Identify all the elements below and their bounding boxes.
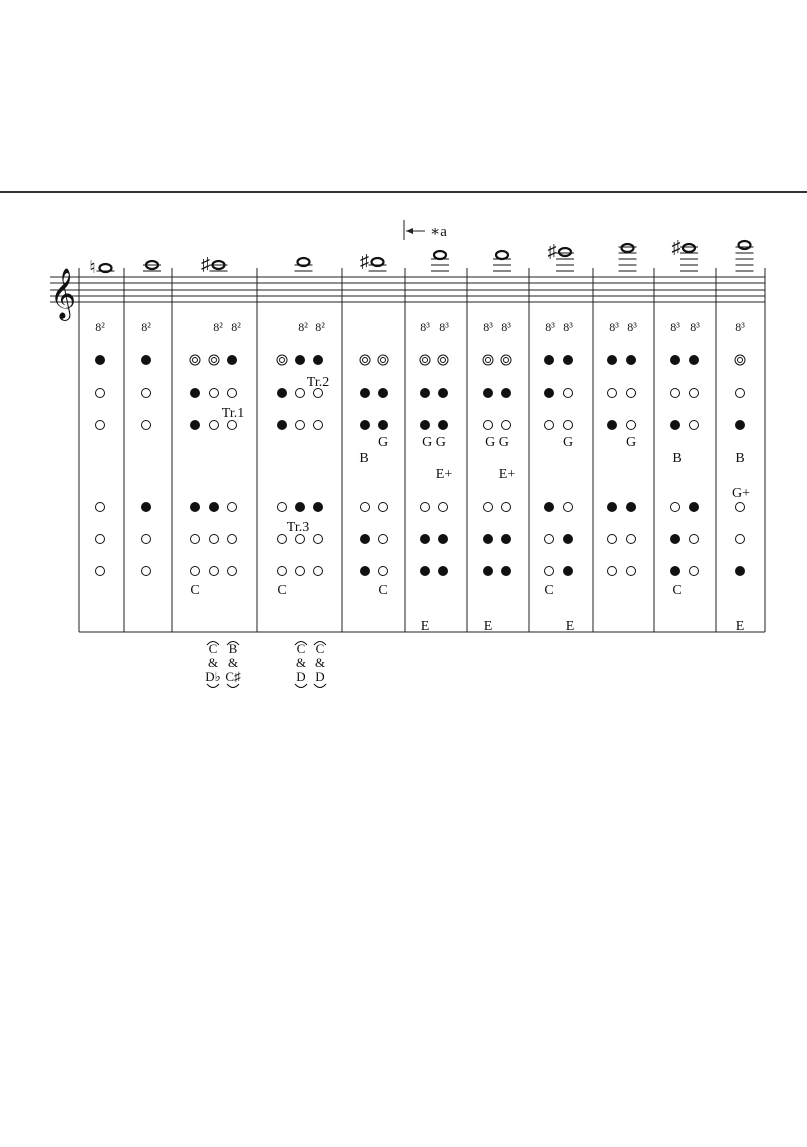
note-head	[434, 251, 446, 259]
closed-key-icon	[544, 502, 554, 512]
fingering-column	[607, 244, 637, 576]
open-key-icon	[545, 421, 554, 430]
closed-key-icon	[190, 388, 200, 398]
half-key-icon	[735, 355, 745, 365]
open-key-icon	[314, 421, 323, 430]
closed-key-icon	[420, 566, 430, 576]
octave-mark: 8³	[501, 320, 511, 334]
key-label-e: E	[483, 619, 493, 634]
closed-key-icon	[563, 534, 573, 544]
alt-key-label: C♯	[225, 669, 241, 684]
key-label-g: G G	[485, 435, 509, 450]
alt-key-label: C	[296, 641, 306, 656]
accidental-icon: ♯	[360, 251, 369, 271]
closed-key-icon	[501, 566, 511, 576]
half-key-icon	[438, 355, 448, 365]
key-label-c: C	[544, 583, 554, 598]
alt-key-label: &	[295, 655, 307, 670]
alt-key-label: &	[314, 655, 326, 670]
closed-key-icon	[378, 420, 388, 430]
octave-mark: 8²	[141, 320, 151, 334]
open-key-icon	[545, 535, 554, 544]
half-key-icon	[277, 355, 287, 365]
half-key-inner	[441, 358, 446, 363]
trill-label: Tr.1	[221, 406, 245, 421]
closed-key-icon	[438, 534, 448, 544]
closed-key-icon	[563, 355, 573, 365]
open-key-icon	[96, 503, 105, 512]
note-head	[496, 251, 508, 259]
open-key-icon	[278, 535, 287, 544]
open-key-icon	[564, 389, 573, 398]
note-head	[559, 248, 571, 256]
alt-key-label: D	[315, 669, 325, 684]
octave-mark: 8³	[545, 320, 555, 334]
marker-a	[404, 220, 447, 240]
open-key-icon	[379, 535, 388, 544]
octave-mark: 8³	[609, 320, 619, 334]
octave-mark: 8²	[95, 320, 105, 334]
half-key-inner	[486, 358, 491, 363]
open-key-icon	[228, 389, 237, 398]
closed-key-icon	[141, 502, 151, 512]
accidental-icon: ♮	[89, 257, 96, 277]
octave-mark: 8³	[735, 320, 745, 334]
open-key-icon	[545, 567, 554, 576]
closed-key-icon	[626, 502, 636, 512]
closed-key-icon	[295, 355, 305, 365]
fingering-column	[360, 258, 388, 576]
closed-key-icon	[483, 388, 493, 398]
key-label-c: C	[190, 583, 200, 598]
closed-key-icon	[277, 420, 287, 430]
open-key-icon	[191, 535, 200, 544]
key-label-g: G G	[422, 435, 446, 450]
closed-key-icon	[313, 355, 323, 365]
closed-key-icon	[227, 355, 237, 365]
closed-key-icon	[689, 502, 699, 512]
open-key-icon	[96, 389, 105, 398]
closed-key-icon	[438, 388, 448, 398]
open-key-icon	[690, 389, 699, 398]
open-key-icon	[228, 421, 237, 430]
open-key-icon	[228, 567, 237, 576]
key-label-g: G	[625, 435, 637, 450]
open-key-icon	[379, 567, 388, 576]
half-key-icon	[420, 355, 430, 365]
closed-key-icon	[438, 420, 448, 430]
closed-key-icon	[670, 566, 680, 576]
half-key-inner	[381, 358, 386, 363]
open-key-icon	[142, 389, 151, 398]
open-key-icon	[142, 421, 151, 430]
half-key-inner	[738, 358, 743, 363]
closed-key-icon	[209, 502, 219, 512]
closed-key-icon	[141, 355, 151, 365]
half-key-icon	[209, 355, 219, 365]
trill-label: Tr.2	[306, 375, 330, 390]
closed-key-icon	[420, 388, 430, 398]
open-key-icon	[608, 567, 617, 576]
open-key-icon	[439, 503, 448, 512]
closed-key-icon	[501, 388, 511, 398]
open-key-icon	[314, 535, 323, 544]
open-key-icon	[142, 567, 151, 576]
half-key-inner	[280, 358, 285, 363]
half-key-icon	[360, 355, 370, 365]
open-key-icon	[96, 421, 105, 430]
open-key-icon	[627, 567, 636, 576]
tie-arc	[295, 684, 307, 688]
closed-key-icon	[544, 355, 554, 365]
alt-key-label: D	[296, 669, 306, 684]
alt-key-label: C	[208, 641, 218, 656]
closed-key-icon	[277, 388, 287, 398]
open-key-icon	[191, 567, 200, 576]
open-key-icon	[296, 567, 305, 576]
alt-key-label: C	[315, 641, 325, 656]
closed-key-icon	[483, 534, 493, 544]
closed-key-icon	[190, 420, 200, 430]
key-label-c: C	[277, 583, 287, 598]
open-key-icon	[564, 503, 573, 512]
note-head	[683, 244, 695, 252]
closed-key-icon	[295, 502, 305, 512]
octave-mark: 8³	[439, 320, 449, 334]
closed-key-icon	[563, 566, 573, 576]
open-key-icon	[502, 503, 511, 512]
closed-key-icon	[420, 420, 430, 430]
octave-mark: 8²	[213, 320, 223, 334]
key-label-c: C	[378, 583, 388, 598]
closed-key-icon	[313, 502, 323, 512]
fingering-column	[95, 264, 115, 576]
alt-key-label: &	[207, 655, 219, 670]
open-key-icon	[96, 567, 105, 576]
closed-key-icon	[420, 534, 430, 544]
open-key-icon	[228, 503, 237, 512]
accidental-icon: ♯	[201, 254, 210, 274]
octave-mark: 8³	[563, 320, 573, 334]
closed-key-icon	[607, 502, 617, 512]
accidental-icon: ♯	[671, 237, 681, 257]
key-label-b: B	[672, 451, 682, 466]
octave-mark: 8³	[670, 320, 680, 334]
key-label-e-plus: E+	[498, 467, 516, 482]
octave-mark: 8³	[420, 320, 430, 334]
octave-mark: 8²	[231, 320, 241, 334]
open-key-icon	[210, 567, 219, 576]
closed-key-icon	[360, 388, 370, 398]
closed-key-icon	[607, 355, 617, 365]
fingering-column	[670, 244, 699, 576]
fingering-column	[735, 241, 754, 576]
closed-key-icon	[360, 420, 370, 430]
open-key-icon	[736, 503, 745, 512]
key-label-g: G	[377, 435, 389, 450]
closed-key-icon	[544, 388, 554, 398]
half-key-inner	[363, 358, 368, 363]
closed-key-icon	[378, 388, 388, 398]
open-key-icon	[96, 535, 105, 544]
closed-key-icon	[95, 355, 105, 365]
marker-a-label: ∗a	[430, 224, 447, 240]
closed-key-icon	[670, 355, 680, 365]
open-key-icon	[564, 421, 573, 430]
key-label-b: B	[359, 451, 369, 466]
closed-key-icon	[626, 355, 636, 365]
closed-key-icon	[501, 534, 511, 544]
closed-key-icon	[607, 420, 617, 430]
open-key-icon	[608, 535, 617, 544]
octave-mark: 8³	[690, 320, 700, 334]
open-key-icon	[627, 389, 636, 398]
open-key-icon	[502, 421, 511, 430]
trill-label: Tr.3	[286, 520, 310, 535]
closed-key-icon	[689, 355, 699, 365]
open-key-icon	[278, 567, 287, 576]
open-key-icon	[736, 389, 745, 398]
open-key-icon	[671, 389, 680, 398]
closed-key-icon	[360, 566, 370, 576]
accidental-icon: ♯	[547, 241, 557, 261]
open-key-icon	[361, 503, 370, 512]
closed-key-icon	[735, 420, 745, 430]
closed-key-icon	[438, 566, 448, 576]
octave-mark: 8³	[627, 320, 637, 334]
open-key-icon	[228, 535, 237, 544]
tie-arc	[227, 684, 239, 688]
open-key-icon	[484, 503, 493, 512]
half-key-inner	[193, 358, 198, 363]
open-key-icon	[736, 535, 745, 544]
closed-key-icon	[483, 566, 493, 576]
open-key-icon	[142, 535, 151, 544]
half-key-icon	[501, 355, 511, 365]
fingering-column	[420, 251, 449, 576]
octave-mark: 8²	[298, 320, 308, 334]
closed-key-icon	[360, 534, 370, 544]
closed-key-icon	[670, 420, 680, 430]
staff	[50, 277, 765, 302]
open-key-icon	[690, 421, 699, 430]
key-label-e: E	[735, 619, 745, 634]
open-key-icon	[210, 535, 219, 544]
half-key-icon	[378, 355, 388, 365]
tie-arc	[314, 684, 326, 688]
key-label-e: E	[420, 619, 430, 634]
open-key-icon	[210, 389, 219, 398]
fingering-column	[141, 261, 161, 576]
half-key-icon	[483, 355, 493, 365]
key-label-g-plus: G+	[731, 486, 751, 501]
open-key-icon	[484, 421, 493, 430]
key-label-e: E	[565, 619, 575, 634]
open-key-icon	[608, 389, 617, 398]
alt-key-label: B	[228, 641, 238, 656]
open-key-icon	[296, 389, 305, 398]
tie-arc	[207, 684, 219, 688]
octave-mark: 8³	[483, 320, 493, 334]
open-key-icon	[379, 503, 388, 512]
note-head	[739, 241, 751, 249]
open-key-icon	[671, 503, 680, 512]
open-key-icon	[278, 503, 287, 512]
key-label-e-plus: E+	[435, 467, 453, 482]
open-key-icon	[210, 421, 219, 430]
open-key-icon	[296, 421, 305, 430]
open-key-icon	[314, 567, 323, 576]
open-key-icon	[296, 535, 305, 544]
half-key-icon	[190, 355, 200, 365]
closed-key-icon	[735, 566, 745, 576]
key-label-b: B	[735, 451, 745, 466]
treble-clef-icon: 𝄞	[50, 269, 77, 318]
note-head	[622, 244, 634, 252]
half-key-inner	[504, 358, 509, 363]
open-key-icon	[690, 567, 699, 576]
open-key-icon	[690, 535, 699, 544]
half-key-inner	[423, 358, 428, 363]
alt-key-label: &	[227, 655, 239, 670]
octave-mark: 8²	[315, 320, 325, 334]
closed-key-icon	[670, 534, 680, 544]
key-label-g: G	[562, 435, 574, 450]
open-key-icon	[627, 421, 636, 430]
half-key-inner	[212, 358, 217, 363]
closed-key-icon	[190, 502, 200, 512]
open-key-icon	[421, 503, 430, 512]
fingering-column	[483, 251, 511, 576]
alt-key-label: D♭	[205, 669, 221, 684]
open-key-icon	[627, 535, 636, 544]
key-label-c: C	[672, 583, 682, 598]
fingering-column	[544, 248, 574, 576]
